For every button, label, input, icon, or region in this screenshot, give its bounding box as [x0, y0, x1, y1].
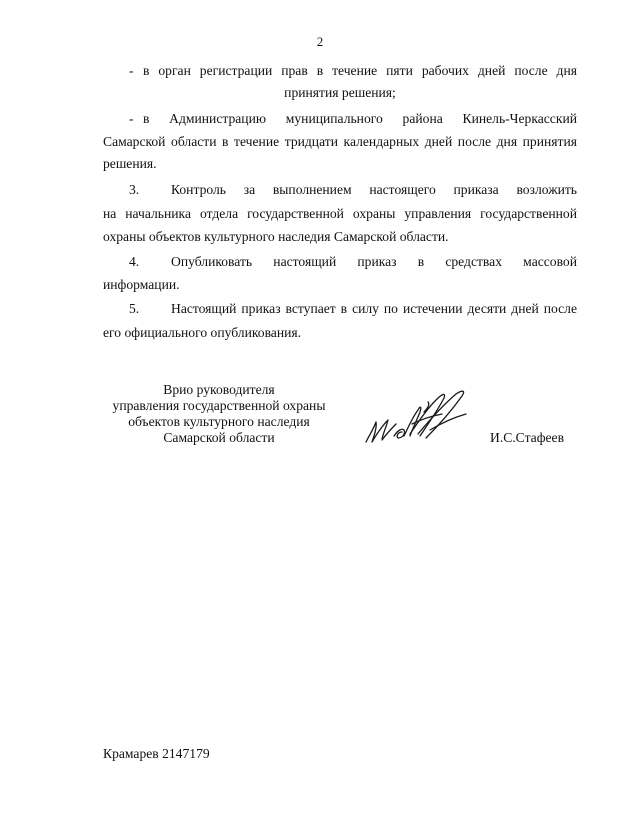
- item-number: 4.: [129, 254, 140, 269]
- paragraph-text: Самарской области в течение тридцати календарных дней после дня принятия: [103, 134, 577, 149]
- signatory-title-line: управления государственной охраны: [112, 398, 326, 413]
- signatory-title-line: объектов культурного наследия: [128, 414, 310, 429]
- item-number: 3.: [129, 182, 140, 197]
- paragraph-text: Настоящий приказ вступает в силу по истечении десяти дней после: [171, 301, 577, 316]
- paragraph-text: на начальника отдела государственной охраны управления государственной: [103, 206, 577, 221]
- executor-note: Крамарев 2147179: [103, 746, 210, 761]
- paragraph-text: Контроль за выполнением настоящего приказа возложить: [171, 182, 577, 197]
- item-number: 5.: [129, 301, 140, 316]
- paragraph-text: информации.: [103, 277, 180, 292]
- signatory-title-line: Врио руководителя: [163, 382, 275, 397]
- paragraph-text: Опубликовать настоящий приказ в средствах массовой: [171, 254, 577, 269]
- paragraph-text: решения.: [103, 156, 157, 171]
- paragraph-text: в Администрацию муниципального района Кинель-Черкасский: [143, 111, 577, 126]
- signatory-title-line: Самарской области: [163, 430, 275, 445]
- list-dash: -: [129, 111, 134, 126]
- handwritten-signature: [362, 384, 482, 454]
- paragraph-text: охраны объектов культурного наследия Самарской области.: [103, 229, 449, 244]
- paragraph-text: его официального опубликования.: [103, 325, 302, 340]
- signatory-name: И.С.Стафеев: [490, 430, 565, 445]
- paragraph-text: в орган регистрации прав в течение пяти рабочих дней после дня: [143, 63, 577, 78]
- paragraph-text: принятия решения;: [284, 85, 396, 100]
- signatory-title: [100, 382, 338, 446]
- page-number: 2: [316, 34, 324, 49]
- list-dash: -: [129, 63, 134, 78]
